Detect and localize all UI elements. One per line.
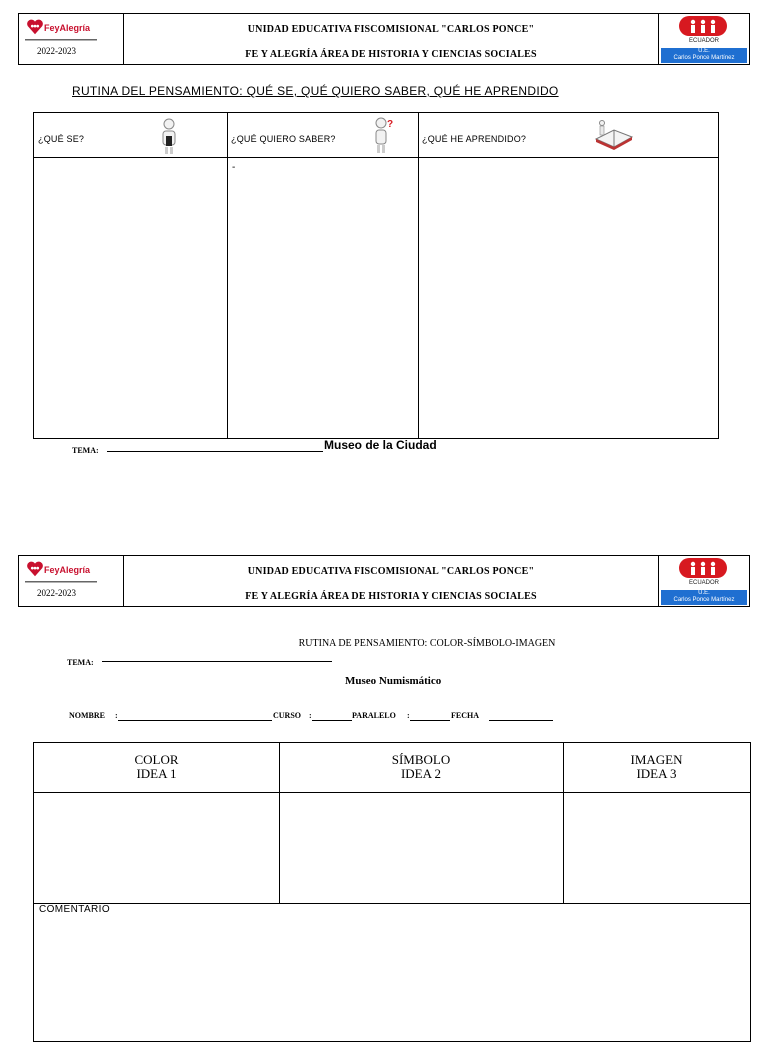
fecha-label: FECHA xyxy=(451,711,479,720)
fecha-line xyxy=(489,720,553,721)
paralelo-label: PARALELO xyxy=(352,711,396,720)
column-divider xyxy=(418,113,419,438)
logo-year: 2022-2023 xyxy=(37,46,76,56)
logo-name: FeyAlegría xyxy=(44,23,91,33)
comment-label: COMENTARIO xyxy=(39,904,111,915)
tema-label: TEMA xyxy=(72,446,96,455)
paralelo-line xyxy=(410,720,450,721)
thinking-person-icon xyxy=(156,117,182,155)
logo-tagline xyxy=(25,580,97,584)
logo-school-bar xyxy=(661,48,747,63)
comment-divider xyxy=(34,903,750,904)
col-header-que-quiero-saber: ¿QUÉ QUIERO SABER? xyxy=(231,134,336,144)
logo-name: FeyAlegría xyxy=(44,565,91,575)
col-header-que-se: ¿QUÉ SE? xyxy=(38,134,85,144)
col-header-que-he-aprendido: ¿QUÉ HE APRENDIDO? xyxy=(422,134,527,144)
col-header-imagen xyxy=(563,753,750,781)
heart-icon xyxy=(26,560,44,578)
school-name: UNIDAD EDUCATIVA FISCOMISIONAL "CARLOS PONCE" xyxy=(247,24,535,35)
routine-title: RUTINA DEL PENSAMIENTO: QUÉ SE, QUÉ QUIERO SABER, QUÉ HE APRENDIDO xyxy=(72,84,559,98)
header-divider xyxy=(34,792,750,793)
question-person-icon xyxy=(372,115,394,155)
col-header-color xyxy=(34,753,279,781)
kwl-table xyxy=(33,112,719,439)
logo-country: ECUADOR xyxy=(688,580,719,586)
column-divider xyxy=(227,113,228,438)
logo-school-bar xyxy=(661,590,747,605)
svg-text:?: ? xyxy=(387,119,394,130)
col-header-line2: IDEA 3 xyxy=(636,766,677,781)
fe-y-alegria-logo xyxy=(19,14,124,64)
col-header-line1: SÍMBOLO xyxy=(391,752,451,767)
open-book-icon xyxy=(594,117,634,151)
fe-y-alegria-logo xyxy=(19,556,124,606)
logo-school-line2: Carlos Ponce Martínez xyxy=(673,597,735,603)
nombre-label: NOMBRE xyxy=(69,711,105,720)
ecuador-logo xyxy=(658,14,749,64)
cell-mark: - xyxy=(232,162,236,173)
tema-value: Museo de la Ciudad xyxy=(324,438,437,452)
tema-field-1: TEMA: xyxy=(72,446,99,455)
header-block-1 xyxy=(18,13,750,65)
figures-icon xyxy=(679,558,727,578)
col-header-line1: IMAGEN xyxy=(630,752,683,767)
logo-school-line1: U.E. xyxy=(698,48,710,54)
area-name: FE Y ALEGRÍA ÁREA DE HISTORIA Y CIENCIAS SOCIALES xyxy=(245,591,537,602)
nombre-line xyxy=(118,720,272,721)
col-header-line1: COLOR xyxy=(134,752,179,767)
tema-label: TEMA xyxy=(67,658,91,667)
figures-icon xyxy=(679,16,727,36)
tema-field-2: TEMA: xyxy=(67,658,94,667)
header-block-2 xyxy=(18,555,750,607)
col-header-line2: IDEA 2 xyxy=(400,766,442,781)
area-name: FE Y ALEGRÍA ÁREA DE HISTORIA Y CIENCIAS SOCIALES xyxy=(245,49,537,60)
col-header-simbolo xyxy=(279,753,563,781)
logo-school-line2: Carlos Ponce Martínez xyxy=(673,55,735,61)
routine-title-2: RUTINA DE PENSAMIENTO: COLOR-SÍMBOLO-IMAGEN xyxy=(298,638,556,649)
school-name: UNIDAD EDUCATIVA FISCOMISIONAL "CARLOS PONCE" xyxy=(247,566,535,577)
color-symbol-image-table xyxy=(33,742,751,1042)
col-header-line2: IDEA 1 xyxy=(136,766,177,781)
header-divider xyxy=(34,157,718,158)
logo-year: 2022-2023 xyxy=(37,588,76,598)
heart-icon xyxy=(26,18,44,36)
logo-tagline xyxy=(25,38,97,42)
logo-country: ECUADOR xyxy=(688,38,719,44)
tema-underline xyxy=(107,451,323,452)
curso-line xyxy=(312,720,352,721)
museum-subtitle: Museo Numismático xyxy=(345,675,442,687)
ecuador-logo xyxy=(658,556,749,606)
tema-underline xyxy=(102,661,332,662)
logo-school-line1: U.E. xyxy=(698,590,710,596)
curso-label: CURSO xyxy=(273,711,302,720)
